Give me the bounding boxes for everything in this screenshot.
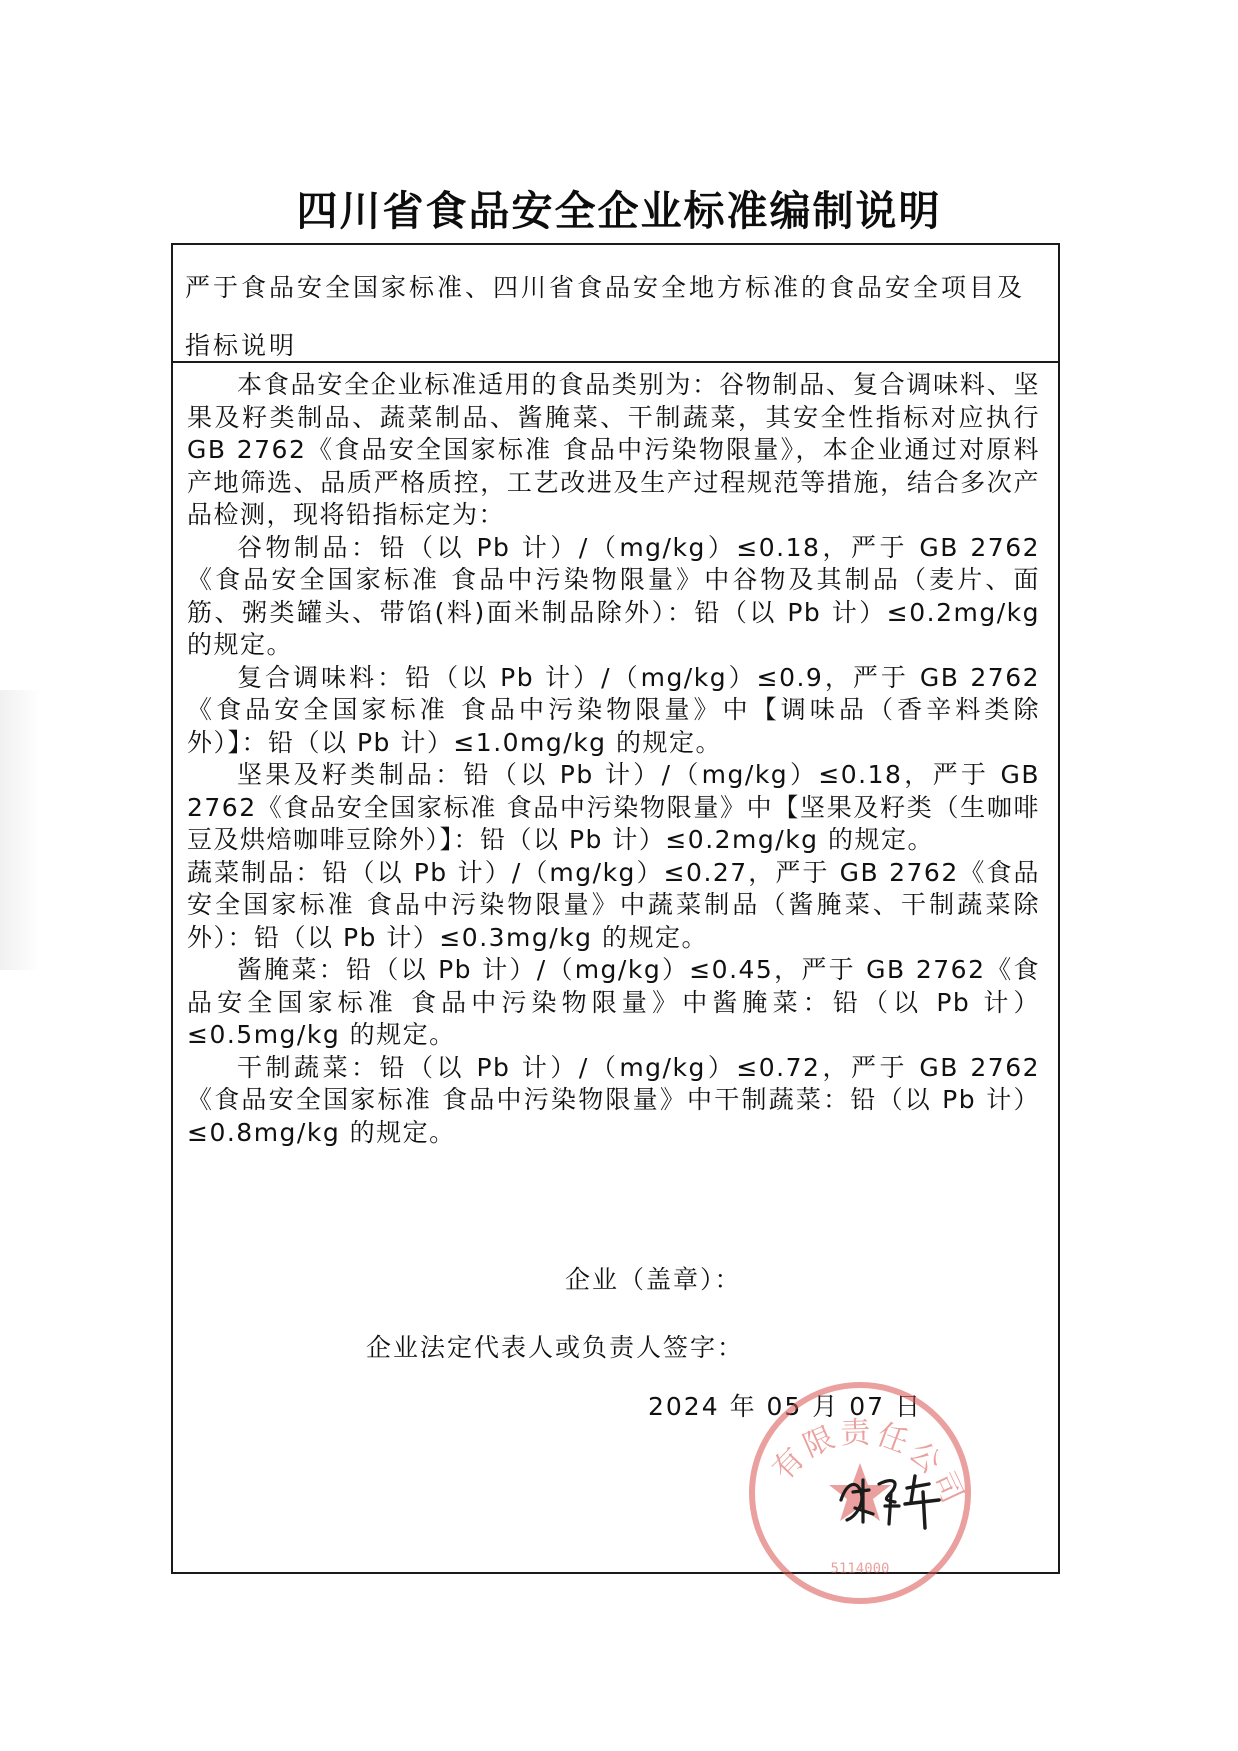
signoff-date: 2024 年 05 月 07 日: [648, 1392, 922, 1421]
item-paragraph-pickles: 酱腌菜：铅（以 Pb 计）/（mg/kg）≤0.45，严于 GB 2762《食品安全国家标准 食品中污染物限量》中酱腌菜：铅（以 Pb 计）≤0.5mg/kg 的规定。: [187, 955, 1040, 1049]
item-paragraph-compound-seasoning: 复合调味料：铅（以 Pb 计）/（mg/kg）≤0.9，严于 GB 2762《食品安全国家标准 食品中污染物限量》中【调味品（香辛料类除外）】：铅（以 Pb 计）≤1.0mg/kg 的规定。: [187, 662, 1040, 757]
item-paragraph-cereal: 谷物制品：铅（以 Pb 计）/（mg/kg）≤0.18，严于 GB 2762《食品安全国家标准 食品中污染物限量》中谷物及其制品（麦片、面筋、粥类罐头、带馅(料)面米制品除外）：铅（以 Pb 计）≤0.2mg/kg 的规定。: [187, 532, 1040, 659]
seal-label: 企业（盖章）：: [565, 1265, 742, 1294]
seal-arc-text: 有限责任公司: [765, 1415, 972, 1513]
section-header: 严于食品安全国家标准、四川省食品安全地方标准的食品安全项目及指标说明: [173, 245, 1058, 363]
signature-label: 企业法定代表人或负责人签字：: [366, 1333, 745, 1362]
handwritten-signature: [833, 1462, 953, 1532]
item-paragraph-nuts-seeds: 坚果及籽类制品：铅（以 Pb 计）/（mg/kg）≤0.18，严于 GB 2762《食品安全国家标准 食品中污染物限量》中【坚果及籽类（生咖啡豆及烘焙咖啡豆除外）】：铅（以 Pb 计）≤0.2mg/kg 的规定。: [187, 760, 1040, 854]
item-paragraph-dried-vegetables: 干制蔬菜：铅（以 Pb 计）/（mg/kg）≤0.72，严于 GB 2762《食品安全国家标准 食品中污染物限量》中干制蔬菜：铅（以 Pb 计）≤0.8mg/kg 的规定。: [187, 1052, 1040, 1147]
intro-paragraph: 本食品安全企业标准适用的食品类别为：谷物制品、复合调味料、坚果及籽类制品、蔬菜制品、酱腌菜、干制蔬菜，其安全性指标对应执行 GB 2762《食品安全国家标准 食品中污染物限量》，本企业通过对原料产地筛选、品质严格质控，工艺改进及生产过程规范等措施，结合多次产品检测，现将铅指标定为：: [187, 370, 1040, 529]
scan-edge-shadow: [0, 690, 40, 970]
item-paragraph-vegetable-products: 蔬菜制品：铅（以 Pb 计）/（mg/kg）≤0.27，严于 GB 2762《食品安全国家标准 食品中污染物限量》中蔬菜制品（酱腌菜、干制蔬菜除外）：铅（以 Pb 计）≤0.3mg/kg 的规定。: [187, 857, 1040, 952]
seal-number: 5114000: [830, 1561, 890, 1577]
document-title: 四川省食品安全企业标准编制说明: [296, 187, 942, 235]
